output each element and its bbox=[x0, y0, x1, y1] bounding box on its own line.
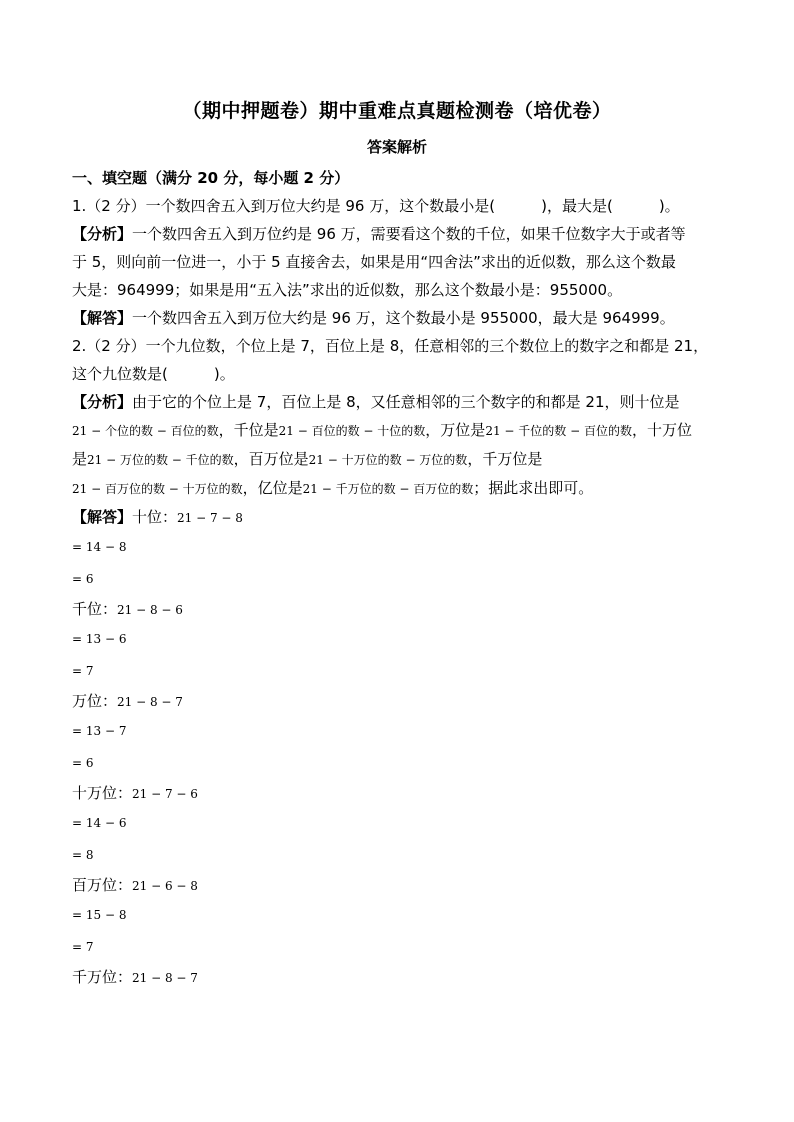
analysis-text: ，万位是 bbox=[425, 421, 486, 439]
answer-tag: 【解答】 bbox=[72, 309, 133, 327]
step-expression: 21 − 8 − 7 bbox=[117, 695, 183, 709]
formula: 21 − 十万位的数 − 万位的数 bbox=[308, 453, 468, 467]
formula: 21 − 千位的数 − 百位的数 bbox=[485, 424, 632, 438]
q1-analysis-line bbox=[72, 220, 732, 248]
analysis-text: 是 bbox=[72, 450, 88, 468]
step-expression: 21 − 7 − 8 bbox=[177, 511, 243, 525]
step-label: 百万位： bbox=[72, 876, 133, 894]
step-expression: 21 − 8 − 7 bbox=[132, 971, 198, 985]
step-expression: 21 − 7 − 6 bbox=[132, 787, 198, 801]
section-heading: 一、填空题（满分 20 分，每小题 2 分） bbox=[72, 169, 350, 187]
step-result: = 6 bbox=[72, 571, 94, 586]
document-title: （期中押题卷）期中重难点真题检测卷（培优卷） bbox=[182, 100, 612, 122]
step-result: = 13 − 6 bbox=[72, 632, 127, 646]
formula: 21 − 千万位的数 − 百万位的数 bbox=[302, 482, 474, 496]
q2-analysis-line bbox=[72, 445, 732, 474]
step-expression: 21 − 6 − 8 bbox=[132, 879, 198, 893]
analysis-tag: 【分析】 bbox=[72, 393, 133, 411]
answer-tag: 【解答】 bbox=[72, 508, 133, 526]
q1-analysis-text: 一个数四舍五入到万位约是 96 万，需要看这个数的千位，如果千位数字大于或者等 bbox=[132, 225, 686, 243]
step-result: = 14 − 8 bbox=[72, 540, 127, 554]
q2-stem-a: 这个九位数是( bbox=[72, 365, 168, 383]
step-label: 千位： bbox=[72, 600, 118, 618]
q2-stem-b: )。 bbox=[213, 365, 235, 383]
analysis-text: ，亿位是 bbox=[242, 479, 303, 497]
document-subtitle: 答案解析 bbox=[366, 138, 427, 156]
q1-stem-a: 1.（2 分）一个数四舍五入到万位大约是 96 万，这个数最小是( bbox=[72, 197, 496, 215]
step-result: = 15 − 8 bbox=[72, 908, 127, 922]
step-result: = 6 bbox=[72, 755, 94, 770]
question-1-stem bbox=[72, 192, 732, 220]
step-line bbox=[72, 963, 732, 992]
step-result: = 8 bbox=[72, 847, 94, 862]
document-body bbox=[72, 164, 732, 992]
step-label: 千万位： bbox=[72, 968, 133, 986]
formula: 21 − 百万位的数 − 十万位的数 bbox=[72, 482, 243, 496]
q1-stem-b: )，最大是( bbox=[541, 197, 613, 215]
step-line bbox=[72, 687, 732, 716]
formula: 21 − 百位的数 − 十位的数 bbox=[278, 424, 426, 438]
analysis-tag: 【分析】 bbox=[72, 225, 133, 243]
step-line bbox=[72, 595, 732, 624]
step-label: 万位： bbox=[72, 692, 118, 710]
analysis-text: ；据此求出即可。 bbox=[473, 479, 594, 497]
step-label: 十万位： bbox=[72, 784, 133, 802]
step-result: = 7 bbox=[72, 939, 94, 954]
q1-answer-text: 一个数四舍五入到万位大约是 96 万，这个数最小是 955000，最大是 964999。 bbox=[132, 309, 675, 327]
q2-answer-line bbox=[72, 503, 732, 532]
analysis-text: ，千位是 bbox=[218, 421, 279, 439]
formula: 21 − 万位的数 − 千位的数 bbox=[87, 453, 234, 467]
step-expression: 21 − 8 − 6 bbox=[117, 603, 183, 617]
q2-analysis-line bbox=[72, 474, 732, 503]
step-label: 十位： bbox=[132, 508, 178, 526]
step-line bbox=[72, 779, 732, 808]
q1-analysis-line: 大是：964999；如果是用“五入法”求出的近似数，那么这个数最小是：955000。 bbox=[72, 281, 623, 299]
q2-analysis-text: 由于它的个位上是 7，百位上是 8，又任意相邻的三个数字的和都是 21，则十位是 bbox=[132, 393, 680, 411]
question-2-stem: 2.（2 分）一个九位数，个位上是 7，百位上是 8，任意相邻的三个数位上的数字之和都是 21， bbox=[72, 337, 709, 355]
step-result: = 7 bbox=[72, 663, 94, 678]
analysis-text: ，百万位是 bbox=[233, 450, 309, 468]
q2-analysis-line bbox=[72, 416, 732, 445]
q1-analysis-line: 于 5，则向前一位进一，小于 5 直接舍去，如果是用“四舍法”求出的近似数，那么这个数最 bbox=[72, 253, 676, 271]
step-result: = 13 − 7 bbox=[72, 724, 127, 738]
step-result: = 14 − 6 bbox=[72, 816, 127, 830]
q1-answer-line bbox=[72, 304, 732, 332]
question-2-stem bbox=[72, 360, 732, 388]
analysis-text: ，千万位是 bbox=[467, 450, 543, 468]
q2-analysis-line bbox=[72, 388, 732, 416]
q1-stem-c: )。 bbox=[658, 197, 680, 215]
formula: 21 − 个位的数 − 百位的数 bbox=[72, 424, 219, 438]
analysis-text: ，十万位 bbox=[631, 421, 692, 439]
step-line bbox=[72, 871, 732, 900]
